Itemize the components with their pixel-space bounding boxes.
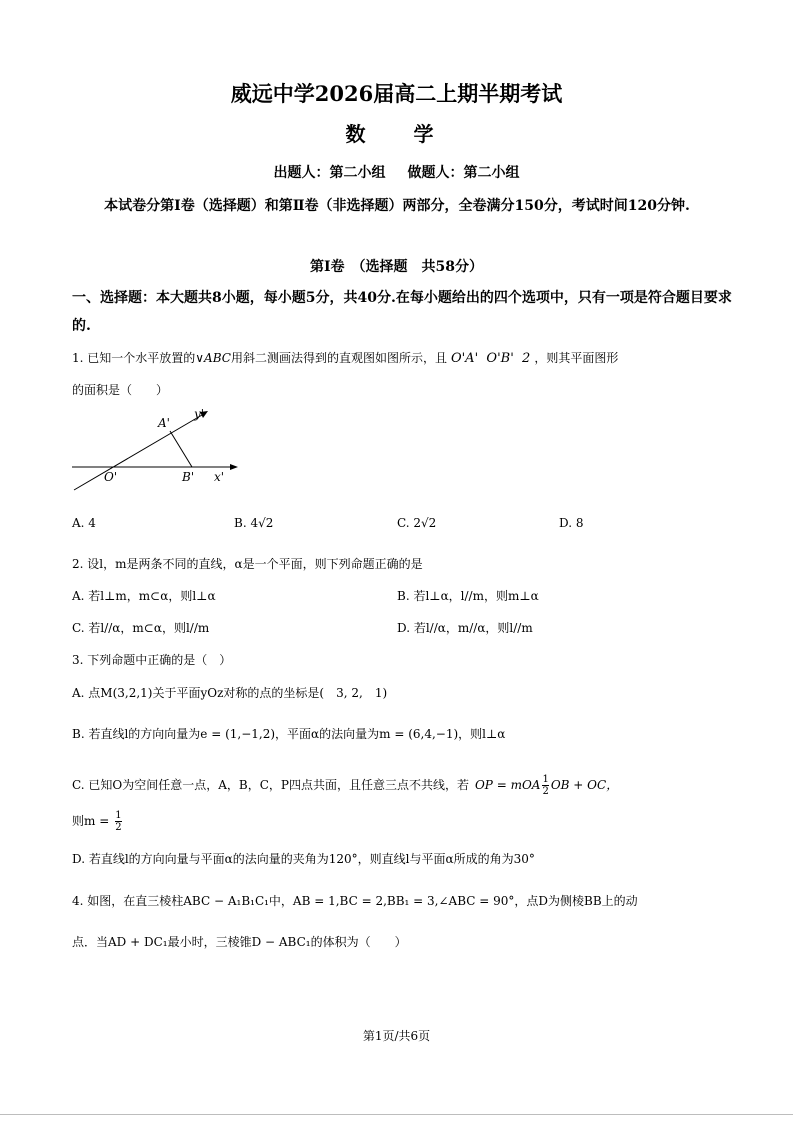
label-O: O' (104, 470, 118, 484)
q1-option-d: D. 8 (559, 516, 584, 530)
label-A: A' (158, 416, 170, 430)
q1-option-b: B. 4√2 (234, 516, 274, 530)
q2-option-a: A. 若l⊥m，m⊂α，则l⊥α (72, 589, 216, 603)
label-B: B' (182, 470, 195, 484)
q2-option-d: D. 若l//α，m//α，则l//m (397, 621, 533, 635)
q3-option-b: B. 若直线l的方向向量为e = (1,−1,2)，平面α的法向量为m = (6,4,−1)，则l⊥α (72, 727, 506, 741)
q2-stem: 2. 设l，m是两条不同的直线，α是一个平面，则下列命题正确的是 (72, 557, 423, 571)
exam-subject: 数 学 (345, 122, 448, 146)
exam-intro: 本试卷分第Ⅰ卷（选择题）和第Ⅱ卷（非选择题）两部分，全卷满分150分，考试时间120分钟. (104, 198, 690, 214)
q1-stem-2: 的面积是（ ） (72, 383, 169, 397)
q4-stem-1: 4. 如图，在直三棱柱ABC − A₁B₁C₁中，AB = 1,BC = 2,BB₁ = 3,∠ABC = 90°，点D为侧棱BB上的动 (72, 894, 638, 908)
q1-option-c: C. 2√2 (397, 516, 437, 530)
q3-option-a: A. 点M(3,2,1)关于平面yOz对称的点的坐标是( 3, 2, 1) (72, 686, 388, 700)
q3-option-c: C. 已知O为空间任意一点，A，B，C，P四点共面，且任意三点不共线，若 OP = mOA $\frac{1}{2}$ OB + OC， (72, 774, 619, 797)
exam-title: 威远中学2026届高二上期半期考试 (230, 81, 563, 106)
setter: 出题人：第二小组 (273, 165, 386, 181)
label-x: x' (214, 470, 225, 484)
page-footer: 第1页/共6页 (362, 1029, 431, 1043)
exam-meta (0, 162, 793, 182)
q3-stem: 3. 下列命题中正确的是（ ） (72, 653, 232, 667)
page-bottom-line (0, 1114, 793, 1115)
q1-option-a: A. 4 (72, 516, 96, 530)
label-y: y' (194, 407, 205, 421)
q3-option-c-2: 则m = $\frac{1}{2}$ (72, 810, 122, 833)
q2-option-c: C. 若l//α，m⊂α，则l//m (72, 621, 210, 635)
q1-stem: 1. 已知一个水平放置的∨ABC用斜二测画法得到的直观图如图所示，且 O'A' O'B' 2 ，则其平面图形 (72, 351, 619, 366)
q3-option-d: D. 若直线l的方向向量与平面α的法向量的夹角为120°，则直线l与平面α所成的角为30° (72, 852, 535, 866)
juan-heading: 第Ⅰ卷 （选择题 共58分） (309, 259, 484, 275)
q4-stem-2: 点．当AD + DC₁最小时，三棱锥D − ABC₁的体积为（ ） (72, 935, 407, 949)
solver: 做题人：第二小组 (407, 165, 520, 181)
q2-option-b: B. 若l⊥α，l//m，则m⊥α (397, 589, 539, 603)
q1-figure (70, 405, 250, 495)
section-1-heading: 一、选择题：本大题共8小题，每小题5分，共40分.在每小题给出的四个选项中，只有一项是符合题目要求的. (72, 290, 732, 334)
